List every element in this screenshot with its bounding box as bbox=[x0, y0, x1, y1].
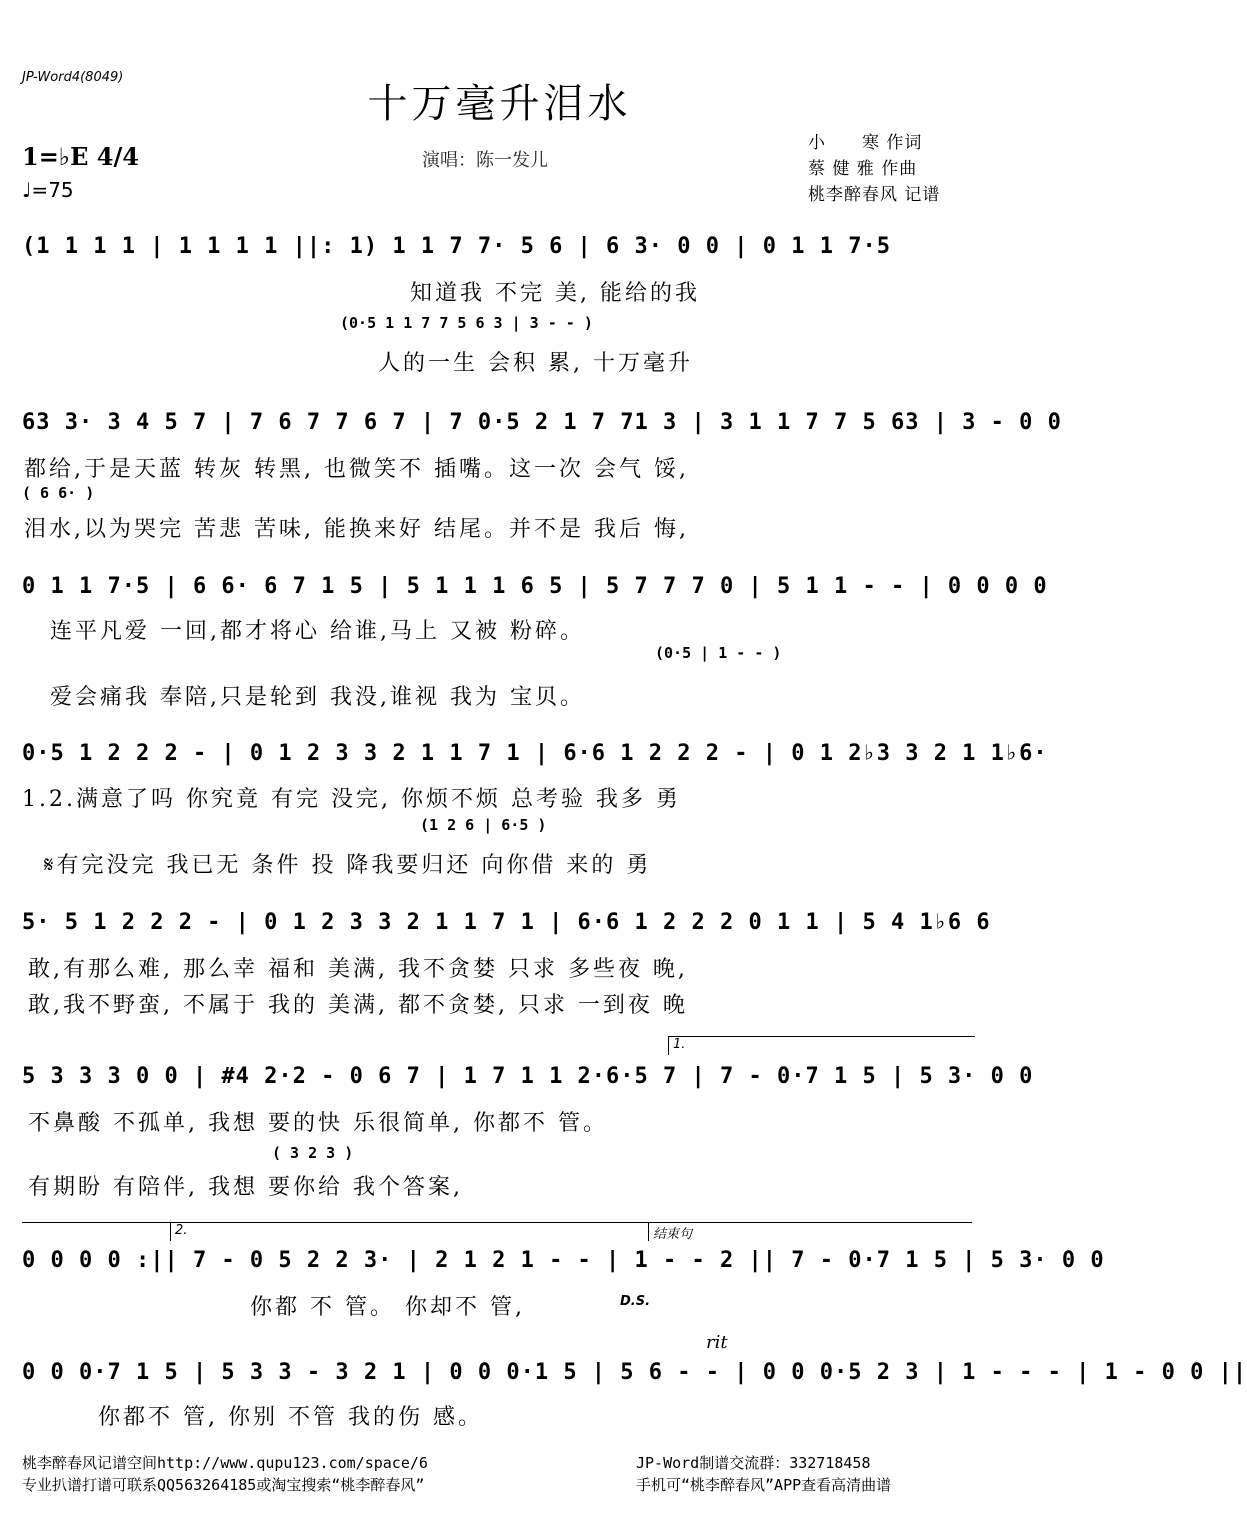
coda-bracket bbox=[648, 1222, 753, 1241]
song-title: 十万毫升泪水 bbox=[367, 81, 632, 127]
score-row-1-lyrics-verse1: 知道我 不完 美, 能给的我 bbox=[410, 281, 700, 306]
score-row-2-alt-notes: ( 6 6· ) bbox=[22, 484, 95, 502]
footer-website: 桃李醉春风记谱空间http://www.qupu123.com/space/6 bbox=[22, 1454, 428, 1472]
score-row-2-lyrics-verse2: 泪水,以为哭完 苦悲 苦味, 能换来好 结尾。并不是 我后 悔, bbox=[24, 517, 689, 542]
footer-app: 手机可“桃李醉春风”APP查看高清曲谱 bbox=[636, 1476, 892, 1494]
score-row-6-notes: 5 3 3 3 0 0 | #4 2·2 - 0 6 7 | 1 7 1 1 2·6·5 7 | 7 - 0·7 1 5 | 5 3· 0 0 bbox=[22, 1064, 1034, 1089]
software-tag: JP-Word4(8049) bbox=[22, 70, 124, 85]
score-row-5-lyrics-verse2: 敢,我不野蛮, 不属于 我的 美满, 都不贪婪, 只求 一到夜 晚 bbox=[28, 993, 688, 1018]
score-row-4-lyrics-verse2: 𝄋有完没完 我已无 条件 投 降我要归还 向你借 来的 勇 bbox=[44, 853, 652, 878]
singer-credit: 演唱：陈一发儿 bbox=[422, 150, 548, 171]
score-row-8-lyrics: 你都不 管, 你别 不管 我的伤 感。 bbox=[98, 1405, 483, 1430]
score-row-2-notes: 63 3· 3 4 5 7 | 7 6 7 7 6 7 | 7 0·5 2 1 7 71 3 | 3 1 1 7 7 5 63 | 3 - 0 0 bbox=[22, 410, 1062, 435]
composer-credit: 蔡 健 雅 作曲 bbox=[808, 159, 918, 179]
score-row-3-notes: 0 1 1 7·5 | 6 6· 6 7 1 5 | 5 1 1 1 6 5 | 5 7 7 7 0 | 5 1 1 - - | 0 0 0 0 bbox=[22, 574, 1048, 599]
score-row-6-lyrics-verse1: 不鼻酸 不孤单, 我想 要的快 乐很简单, 你都不 管。 bbox=[28, 1111, 608, 1136]
transcriber-credit: 桃李醉春风 记谱 bbox=[808, 185, 941, 205]
score-row-6-lyrics-verse2: 有期盼 有陪伴, 我想 要你给 我个答案, bbox=[28, 1175, 463, 1200]
volta-2-bracket bbox=[170, 1222, 295, 1241]
volta-1-label: 1. bbox=[673, 1037, 686, 1052]
score-row-7-notes: 0 0 0 0 :|| 7 - 0 5 2 2 3· | 2 1 2 1 - - | 1 - - 2 || 7 - 0·7 1 5 | 5 3· 0 0 bbox=[22, 1248, 1105, 1273]
repeat-rule bbox=[22, 1222, 972, 1223]
score-row-4-notes: 0·5 1 2 2 2 - | 0 1 2 3 3 2 1 1 7 1 | 6·6 1 2 2 2 - | 0 1 2♭3 3 2 1 1♭6· bbox=[22, 741, 1048, 766]
footer-group: JP-Word制谱交流群：332718458 bbox=[636, 1454, 871, 1472]
score-row-1-lyrics-verse2: 人的一生 会积 累, 十万毫升 bbox=[378, 351, 693, 376]
score-row-7-lyrics: 你都 不 管。 你却不 管, bbox=[250, 1295, 525, 1320]
score-row-5-lyrics-verse1: 敢,有那么难, 那么幸 福和 美满, 我不贪婪 只求 多些夜 晚, bbox=[28, 957, 688, 982]
score-row-8-notes: 0 0 0·7 1 5 | 5 3 3 - 3 2 1 | 0 0 0·1 5 | 5 6 - - | 0 0 0·5 2 3 | 1 - - - | 1 - 0 0 || bbox=[22, 1360, 1247, 1385]
score-row-3-lyrics-verse1: 连平凡爱 一回,都才将心 给谁,马上 又被 粉碎。 bbox=[50, 619, 585, 644]
dal-segno-mark: D.S. bbox=[620, 1294, 651, 1309]
score-row-4-lyrics-verse1: 1.2.满意了吗 你究竟 有完 没完, 你烦不烦 总考验 我多 勇 bbox=[22, 787, 681, 812]
score-row-3-alt-notes: (0·5 | 1 - - ) bbox=[655, 644, 782, 662]
score-row-3-lyrics-verse2: 爱会痛我 奉陪,只是轮到 我没,谁视 我为 宝贝。 bbox=[50, 685, 585, 710]
score-row-1-alt-notes: (0·5 1 1 7 7 5 6 3 | 3 - - ) bbox=[340, 314, 593, 332]
tempo-marking: ♩=75 bbox=[22, 178, 74, 202]
key-signature: 1=♭E 4/4 bbox=[22, 142, 139, 171]
footer-contact: 专业扒谱打谱可联系QQ563264185或淘宝搜索“桃李醉春风” bbox=[22, 1476, 425, 1494]
volta-1-bracket bbox=[668, 1036, 975, 1055]
lyricist-credit: 小 寒 作词 bbox=[808, 133, 923, 153]
score-row-1-notes: (1 1 1 1 | 1 1 1 1 ||: 1) 1 1 7 7· 5 6 | 6 3· 0 0 | 0 1 1 7·5 bbox=[22, 234, 891, 259]
score-row-4-alt-notes: (1 2 6 | 6·5 ) bbox=[420, 816, 547, 834]
coda-label: 结束句 bbox=[653, 1227, 693, 1242]
score-row-5-notes: 5· 5 1 2 2 2 - | 0 1 2 3 3 2 1 1 7 1 | 6·6 1 2 2 2 0 1 1 | 5 4 1♭6 6 bbox=[22, 910, 991, 935]
ritardando-mark: rit bbox=[706, 1332, 728, 1353]
volta-2-label: 2. bbox=[175, 1223, 188, 1238]
score-row-2-lyrics-verse1: 都给,于是天蓝 转灰 转黑, 也微笑不 插嘴。这一次 会气 馁, bbox=[24, 457, 689, 482]
score-row-6-alt-notes: ( 3 2 3 ) bbox=[272, 1144, 354, 1162]
